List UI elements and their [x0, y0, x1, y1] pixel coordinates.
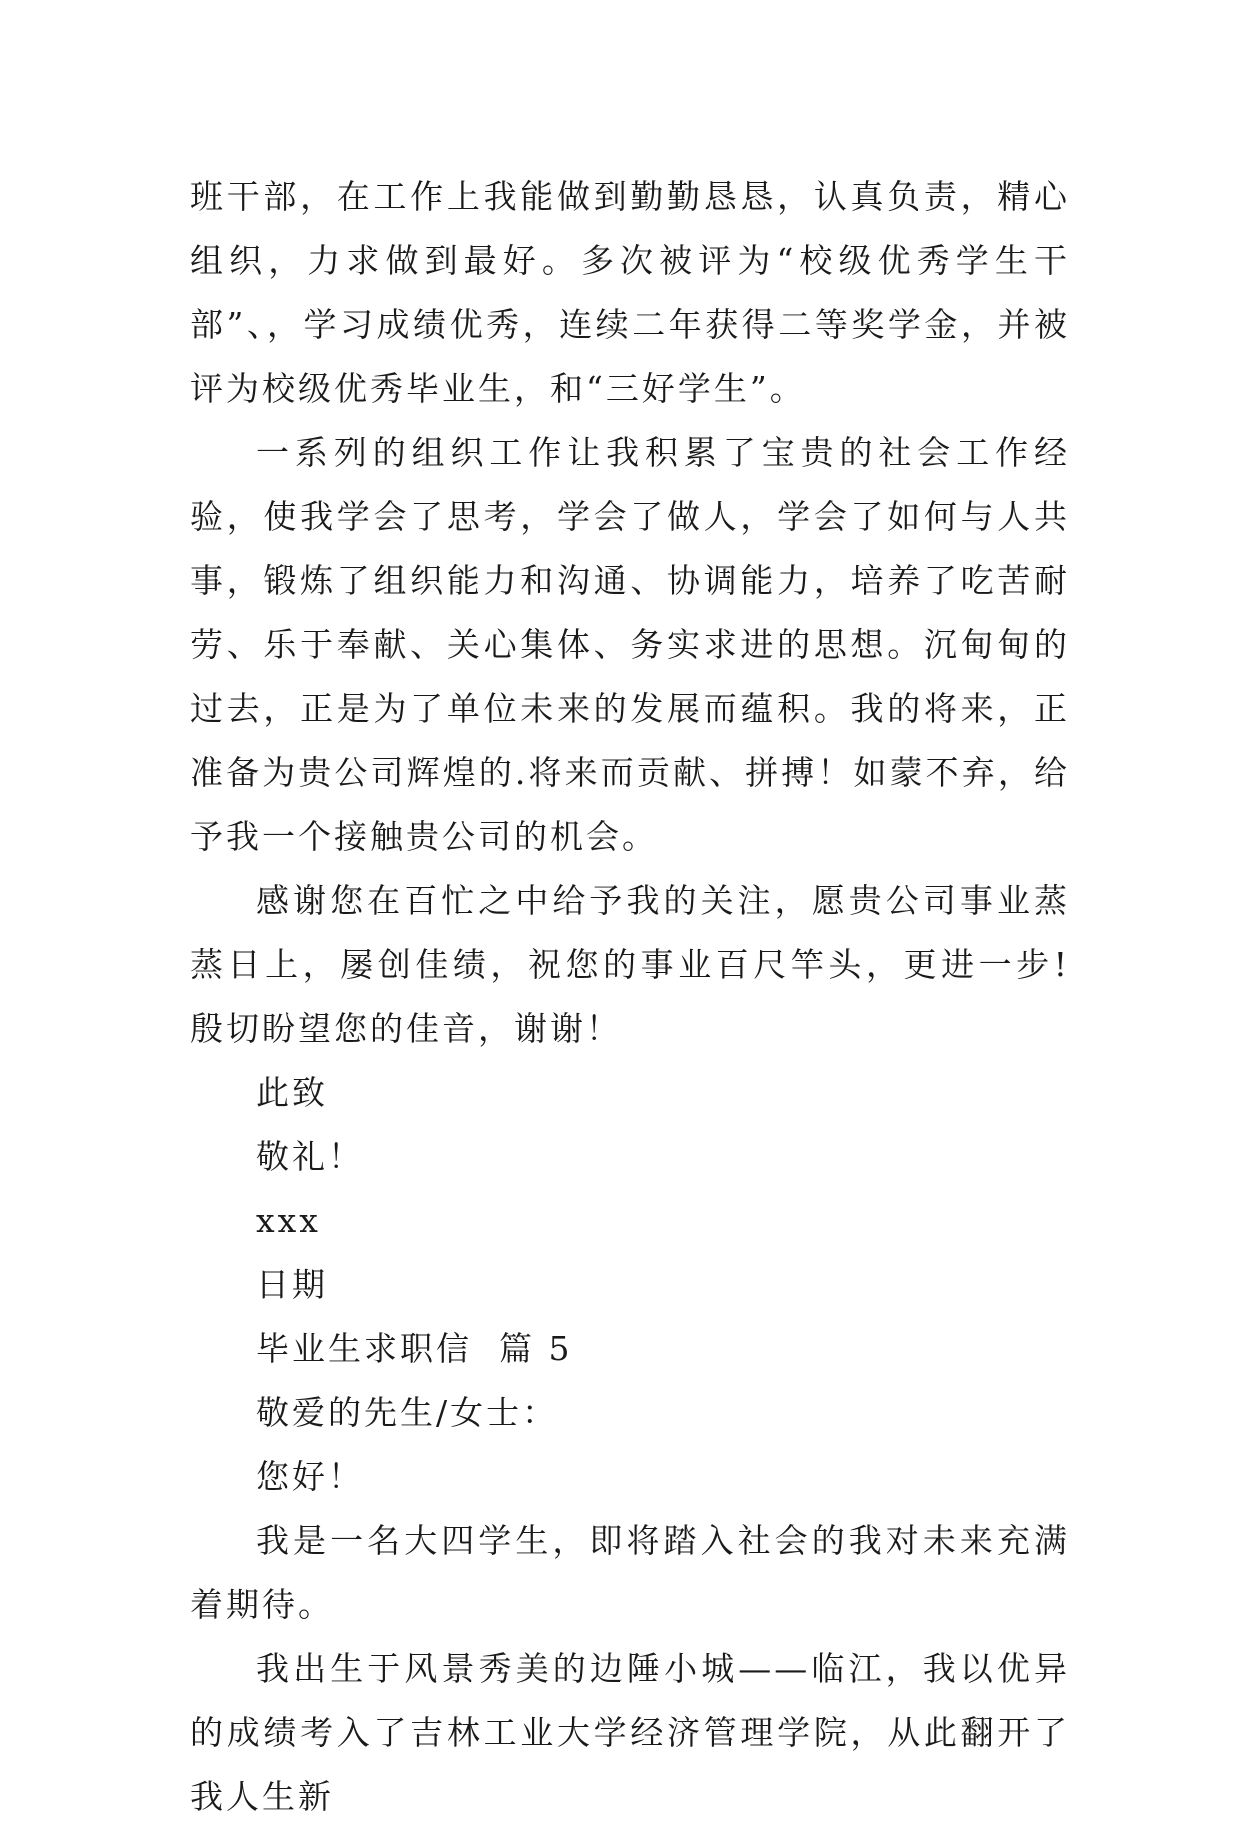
- paragraph-thanks: 感谢您在百忙之中给予我的关注，愿贵公司事业蒸蒸日上，屡创佳绩，祝您的事业百尺竿头，更进一步!殷切盼望您的佳音，谢谢！: [190, 881, 1070, 1048]
- document-body: [190, 165, 1070, 1829]
- closing-line: 此致: [256, 1073, 328, 1112]
- signature-line: xxx: [256, 1201, 321, 1240]
- paragraph-cadre: 班干部，在工作上我能做到勤勤恳恳，认真负责，精心组织，力求做到最好。多次被评为“校级优秀学生干部”、，学习成绩优秀，连续二年获得二等奖学金，并被评为校级优秀毕业生，和“三好学生”。: [190, 177, 1070, 408]
- section-title: 毕业生求职信 篇 5: [256, 1329, 573, 1368]
- paragraph-birthplace: 我出生于风景秀美的边陲小城——临江，我以优异的成绩考入了吉林工业大学经济管理学院，从此翻开了我人生新: [190, 1649, 1070, 1816]
- paragraph-intro: 我是一名大四学生，即将踏入社会的我对未来充满着期待。: [190, 1521, 1070, 1624]
- hello-line: 您好！: [256, 1457, 364, 1496]
- date-line: 日期: [256, 1265, 328, 1304]
- paragraph-experience: 一系列的组织工作让我积累了宝贵的社会工作经验，使我学会了思考，学会了做人，学会了如何与人共事，锻炼了组织能力和沟通、协调能力，培养了吃苦耐劳、乐于奉献、关心集体、务实求进的思想。沉甸甸的过去，正是为了单位未来的发展而蕴积。我的将来，正准备为贵公司辉煌的.将来而贡献、拼搏！如蒙不弃，给予我一个接触贵公司的机会。: [190, 433, 1070, 856]
- salute-line: 敬礼！: [256, 1137, 364, 1176]
- greeting-line: 敬爱的先生/女士：: [256, 1393, 559, 1432]
